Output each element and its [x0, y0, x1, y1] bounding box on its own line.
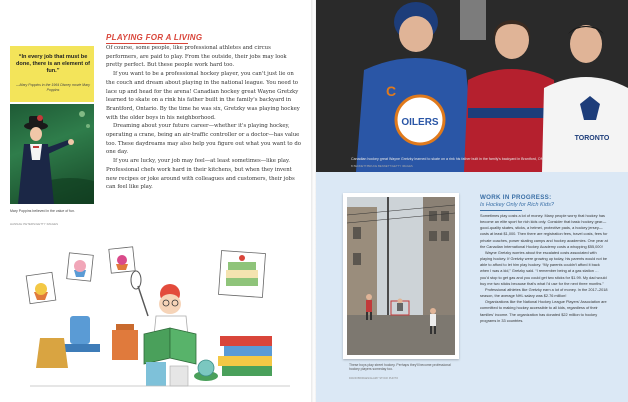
paragraph: If you want to be a professional hockey player, you can't just lie on the couch and dream about playing in the national league. You need to lace up and head for the arena! Canadian hockey great Wayne Gretzky learned to skate on a rink his father built in the family's backyard in Brantford, Ontario. By the time he was six, Gretzky was playing hockey with the older boys in his neighborhood. [106, 71, 300, 121]
street-photo-caption: These boys play street hockey. Perhaps they'll become professional hockey players someday too. [349, 363, 451, 372]
quote-attribution: —Mary Poppins in the 1964 Disney movie Mary Poppins [16, 83, 90, 92]
hockey-credit: B BENNETT/BRUCE BENNETT/GETTY IMAGES [351, 164, 413, 168]
hockey-photo [316, 0, 628, 172]
photo-caption: Mary Poppins believed in the value of fun. [10, 209, 75, 213]
street-photo-credit: DAVID BRIDGES/ALAMY STOCK PHOTO [349, 377, 399, 380]
sidebar-paragraph: Wayne Gretzky worries about the escalated costs associated with playing hockey. If Gretzky were growing up today, his parents would not be able to afford to let him play hockey. “My parents couldn't afford it back when I was a kid,” Gretzky said. “I remember being at a gas station … you'd stop to get gas and you could get two sticks for $1.99. My dad would buy me two sticks because that's what I'd use for the next three months.” [480, 250, 607, 286]
street-hockey-photo [347, 197, 455, 355]
sidebar-paragraph: Sometimes play costs a lot of money. Many people worry that hockey has become an elite sport for rich kids only. Consider that basic hockey gear—good-quality skates, sticks, a helmet, protective pads, a hockey jersey—costs at least $1,000. Then there are registration fees, travel costs, fees for private coaches, power skating camps and hockey academies. One year at the Canadian International Hockey Academy costs a whopping $55,000! [480, 214, 608, 249]
paragraph: If you are lucky, your job may feel—at least sometimes—like play. Professional chefs work hard in their kitchens, but when they invent new recipes or joke around with colleagues and customers, their jobs can feel like play. [106, 158, 295, 191]
jersey-logo: OILERS [401, 117, 439, 128]
photo-credit: HANNAH PETERS/GETTY IMAGES [10, 222, 59, 226]
sidebar-paragraph: Professional athletes like Gretzky earn a lot of money. In the 2017–2018 season, the average NHL salary was $2.76 million! [480, 287, 608, 299]
section-heading: PLAYING FOR A LIVING [106, 33, 203, 42]
body-text [106, 44, 304, 192]
sidebar-body-text [480, 213, 608, 324]
sidebar-paragraph: Organizations like the National Hockey League Players' Association are committed to making hockey accessible to all kids, regardless of their families' income. The organization has donated $22 million to hockey programs in 33 countries. [480, 300, 607, 323]
hockey-caption: Canadian hockey great Wayne Gretzky learned to skate on a rink his father built in the family's backyard in Brantford, ON. [351, 157, 545, 161]
quote-text: “In every job that must be done, there is an element of fun.” [16, 54, 90, 74]
sidebar-subheading: Is Hockey Only for Rich Kids? [480, 202, 554, 208]
paragraph: Dreaming about your future career—whether it's playing hockey, operating a crane, being an air-traffic controller or a doctor—has value too. These daydreams may also help you figure out what you want to do one day. [106, 123, 301, 156]
paragraph: Of course, some people, like professional athletes and circus performers, are paid to play. From the outside, their jobs may look pretty perfect. But these people work hard too. [106, 45, 287, 69]
sidebar-heading-underline [480, 210, 522, 211]
mary-poppins-photo [10, 104, 94, 204]
jersey-text-right: TORONTO [574, 135, 610, 142]
chef-illustration [20, 246, 302, 396]
jersey-letter: C [386, 83, 397, 99]
sidebar-heading: WORK IN PROGRESS: [480, 194, 552, 201]
